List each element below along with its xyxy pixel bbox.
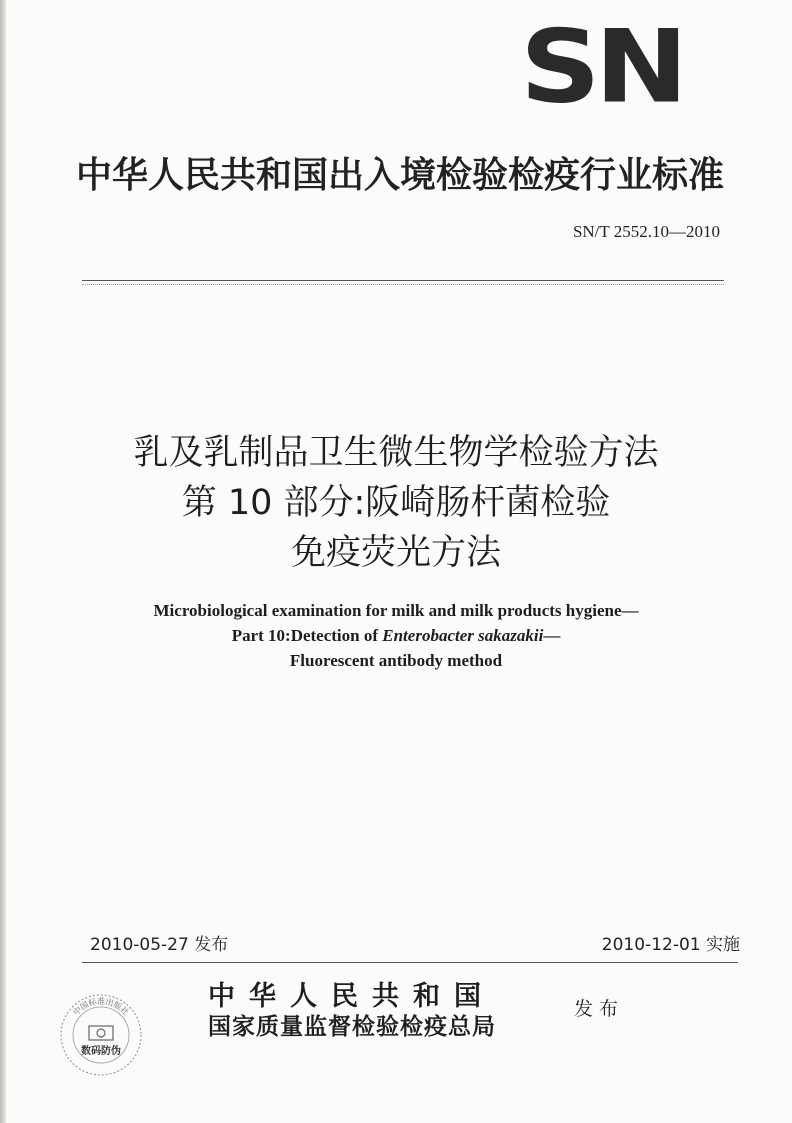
anti-counterfeit-seal-icon — [56, 990, 146, 1080]
date-row — [90, 930, 740, 960]
english-title-line-1: Microbiological examination for milk and milk products hygiene— — [153, 601, 639, 620]
english-title-line-2-prefix: Part 10:Detection of — [231, 626, 383, 645]
chinese-title-line-2: 第 10 部分:阪崎肠杆菌检验 — [181, 483, 611, 523]
standard-code: SN/T 2552.10—2010 — [572, 222, 720, 241]
sn-logo: SN — [520, 8, 683, 126]
footer-divider — [82, 962, 738, 963]
chinese-title — [80, 428, 712, 578]
chinese-title-line-1: 乳及乳制品卫生微生物学检验方法 — [133, 433, 659, 473]
english-title-organism: Enterobacter sakazakii — [382, 626, 544, 645]
issuing-authority — [208, 982, 568, 1042]
issue-date: 2010-05-27 发布 — [90, 935, 229, 955]
issuer-agency: 国家质量监督检验检疫总局 — [208, 1013, 496, 1040]
english-title-line-2-suffix: — — [543, 626, 561, 645]
publish-label: 发布 — [574, 998, 625, 1020]
svg-text:中国标准出版社 — [71, 996, 131, 1017]
implementation-date: 2010-12-01 实施 — [601, 935, 740, 955]
scan-edge — [0, 0, 6, 1123]
issuer-country: 中华人民共和国 — [208, 981, 495, 1012]
industry-standard-title: 中华人民共和国出入境检验检疫行业标准 — [76, 155, 725, 196]
chinese-title-line-3: 免疫荧光方法 — [290, 533, 501, 573]
english-title-line-2 — [80, 623, 712, 648]
seal-ring-text: 中国标准出版社 — [71, 997, 131, 1018]
header-divider — [82, 280, 724, 281]
english-title-line-3: Fluorescent antibody method — [289, 651, 503, 670]
seal-label: 数码防伪 — [81, 1046, 121, 1057]
english-title — [80, 598, 712, 673]
